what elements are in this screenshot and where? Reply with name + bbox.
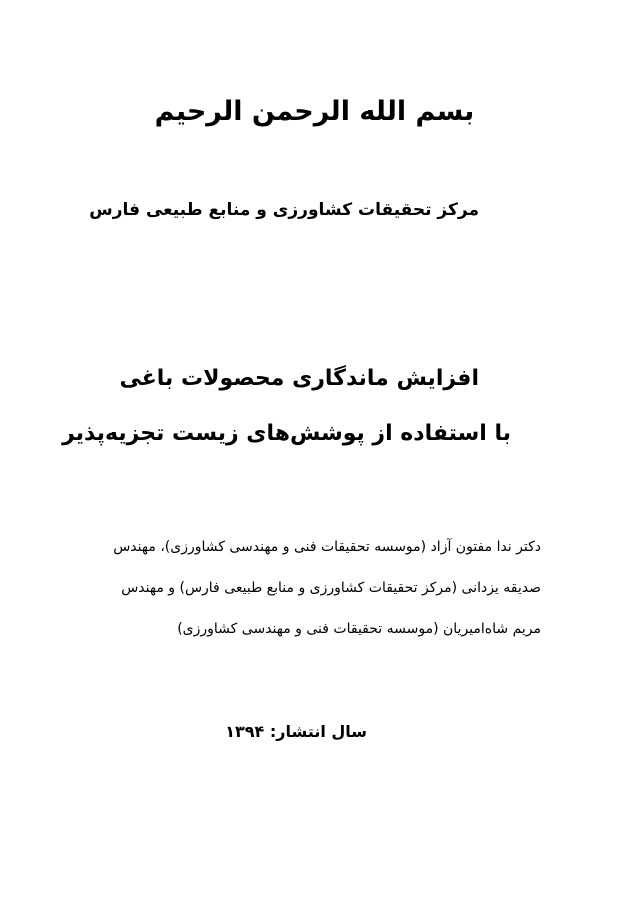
document-title-line-2: با استفاده از پوشش‌های زیست تجزیه‌پذیر [62,421,511,446]
authors-line-3: مریم شاه‌امیریان (موسسه تحقیقات فنی و مهندسی کشاورزی) [177,621,541,637]
authors-line-2: صدیقه یزدانی (مرکز تحقیقات کشاورزی و منابع طبیعی فارس) و مهندس [121,580,541,596]
publication-year: سال انتشار: ۱۳۹۴ [225,722,367,741]
institute-name: مرکز تحقیقات کشاورزی و منابع طبیعی فارس [89,200,479,220]
document-title-line-1: افزایش ماندگاری محصولات باغی [119,366,479,391]
bismillah-heading: بسم الله الرحمن الرحیم [154,96,475,127]
authors-line-1: دکتر ندا مفتون آزاد (موسسه تحقیقات فنی و مهندسی کشاورزی)، مهندس [113,539,541,555]
